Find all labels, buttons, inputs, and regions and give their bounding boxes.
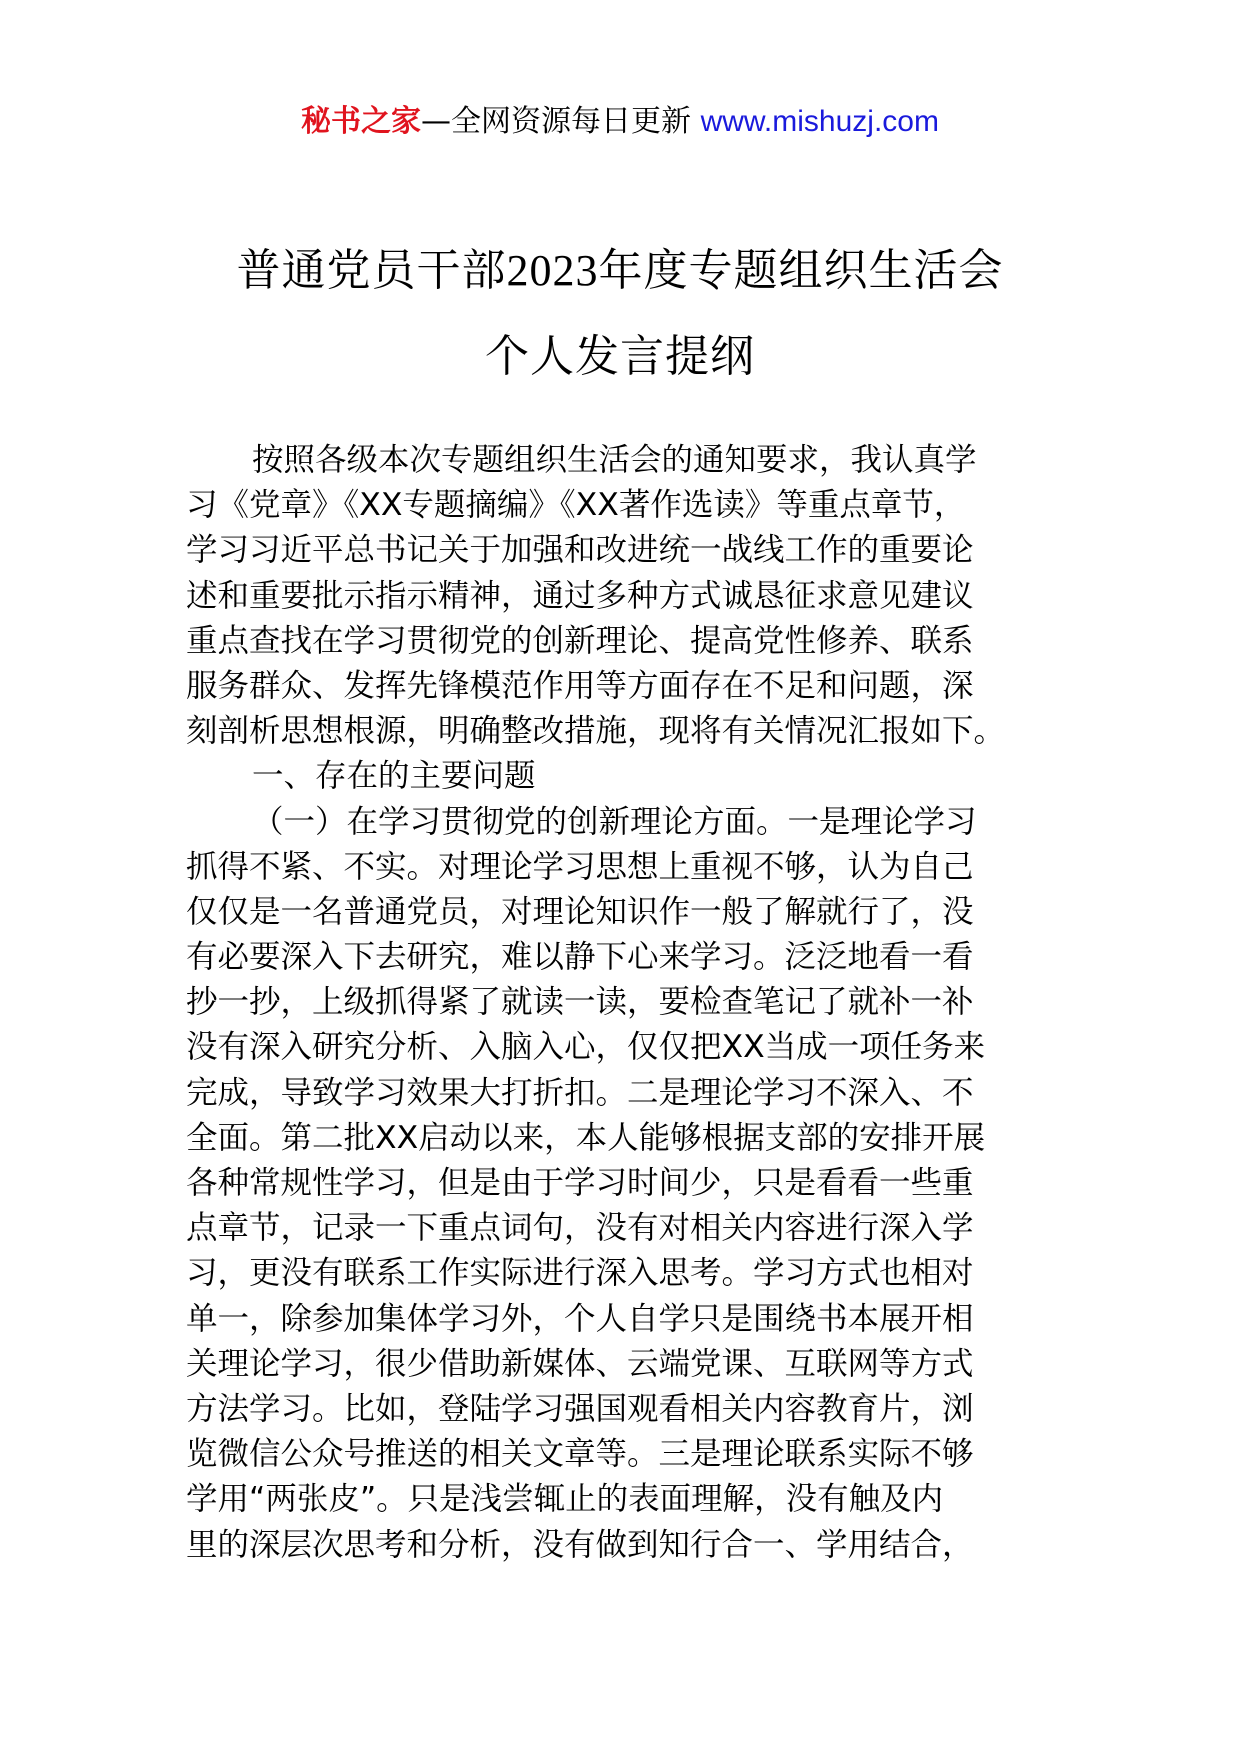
document-title-line-1: 普通党员干部2023年度专题组织生活会 (236, 246, 1004, 295)
site-header (0, 100, 1240, 144)
paragraph-line: 学习习近平总书记关于加强和改进统一战线工作的重要论 (186, 532, 974, 569)
header-brand: 秘书之家 (301, 104, 422, 139)
paragraph-line: 习《党章》《XX专题摘编》《XX著作选读》等重点章节， (186, 487, 966, 524)
section-heading: 一、存在的主要问题 (252, 758, 536, 795)
paragraph-line: 重点查找在学习贯彻党的创新理论、提高党性修养、联系 (186, 622, 974, 659)
paragraph-line: 服务群众、发挥先锋模范作用等方面存在不足和问题，深 (186, 667, 974, 704)
header-site-url: www.mishuzj.com (700, 105, 939, 138)
paragraph-line: 习，更没有联系工作实际进行深入思考。学习方式也相对 (186, 1255, 974, 1292)
paragraph-line: 抓得不紧、不实。对理论学习思想上重视不够，认为自己 (186, 848, 974, 885)
paragraph-line: 里的深层次思考和分析，没有做到知行合一、学用结合， (186, 1526, 974, 1563)
paragraph-line: 述和重要批示指示精神，通过多种方式诚恳征求意见建议 (186, 577, 974, 614)
document-body (186, 438, 1054, 1568)
header-tagline: —全网资源每日更新 (421, 104, 692, 139)
paragraph-line: 没有深入研究分析、入脑入心，仅仅把XX当成一项任务来 (186, 1029, 986, 1066)
paragraph-line: 各种常规性学习，但是由于学习时间少，只是看看一些重 (186, 1165, 974, 1201)
paragraph-line: 全面。第二批XX启动以来，本人能够根据支部的安排开展 (186, 1119, 986, 1156)
paragraph-line: 单一，除参加集体学习外，个人自学只是围绕书本展开相 (186, 1300, 974, 1337)
paragraph-line: 刻剖析思想根源，明确整改措施，现将有关情况汇报如下。 (186, 713, 1006, 750)
paragraph-line: 学用“两张皮”。只是浅尝辄止的表面理解，没有触及内 (186, 1481, 944, 1518)
paragraph-line: 点章节，记录一下重点词句，没有对相关内容进行深入学 (186, 1210, 974, 1247)
paragraph-line: 有必要深入下去研究，难以静下心来学习。泛泛地看一看 (186, 939, 974, 976)
paragraph-line: 按照各级本次专题组织生活会的通知要求，我认真学 (252, 442, 977, 478)
paragraph-line: 仅仅是一名普通党员，对理论知识作一般了解就行了，没 (186, 893, 974, 930)
paragraph-line: 抄一抄，上级抓得紧了就读一读，要检查笔记了就补一补 (186, 984, 974, 1021)
document-title-line-2: 个人发言提纲 (485, 332, 755, 381)
paragraph-line: 览微信公众号推送的相关文章等。三是理论联系实际不够 (186, 1436, 974, 1473)
paragraph-line: （一）在学习贯彻党的创新理论方面。一是理论学习 (252, 803, 977, 840)
paragraph-line: 关理论学习，很少借助新媒体、云端党课、互联网等方式 (186, 1345, 974, 1382)
paragraph-line: 完成，导致学习效果大打折扣。二是理论学习不深入、不 (186, 1074, 974, 1111)
paragraph-line: 方法学习。比如，登陆学习强国观看相关内容教育片，浏 (186, 1390, 974, 1427)
